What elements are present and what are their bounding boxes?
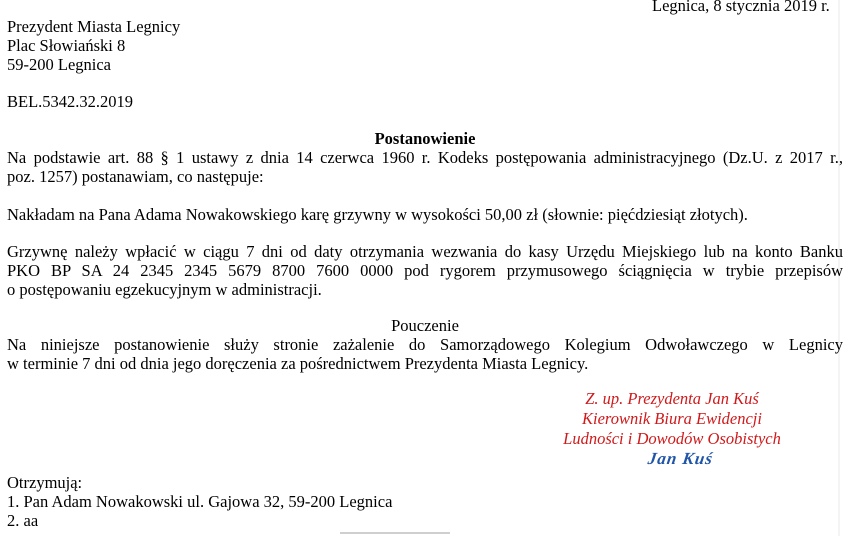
legal-basis-line1: Na podstawie art. 88 § 1 ustawy z dnia 14 czerwca 1960 r. Kodeks postępowania administracyjnego (Dz.U. z 2017 r., — [7, 148, 843, 167]
decision-title: Postanowienie — [374, 129, 476, 148]
instruction-title: Pouczenie — [391, 316, 459, 335]
instruction-line1: Na niniejsze postanowienie służy stronie zażalenie do Samorządowego Kolegium Odwoławczego w Legnicy — [7, 335, 843, 354]
signature-line2: Kierownik Biura Ewidencji — [582, 409, 762, 428]
page-bottom-line — [340, 532, 450, 534]
legal-basis-line2: poz. 1257) postanawiam, co następuje: — [7, 167, 264, 186]
penalty-statement: Nakładam na Pana Adama Nowakowskiego karę grzywny w wysokości 50,00 zł (słownie: pięćdziesiąt złotych). — [7, 205, 748, 224]
payment-line2: PKO BP SA 24 2345 2345 5679 8700 7600 0000 pod rygorem przymusowego ściągnięcia w trybie przepisów — [7, 261, 843, 280]
sender-name: Prezydent Miasta Legnicy — [7, 17, 181, 36]
recipient-2: 2. aa — [7, 511, 39, 530]
recipient-1: 1. Pan Adam Nowakowski ul. Gajowa 32, 59-200 Legnica — [7, 492, 393, 511]
payment-line3: o postępowaniu egzekucyjnym w administracji. — [7, 280, 322, 299]
handwritten-signature: Jan Kuś — [646, 449, 715, 468]
signature-line1: Z. up. Prezydenta Jan Kuś — [585, 389, 759, 408]
signature-line3: Ludności i Dowodów Osobistych — [563, 429, 781, 448]
recipients-heading: Otrzymują: — [7, 473, 83, 492]
place-and-date: Legnica, 8 stycznia 2019 r. — [652, 0, 830, 15]
instruction-line2: w terminie 7 dni od dnia jego doręczenia za pośrednictwem Prezydenta Miasta Legnicy. — [7, 354, 589, 373]
sender-city: 59-200 Legnica — [7, 55, 112, 74]
payment-line1: Grzywnę należy wpłacić w ciągu 7 dni od daty otrzymania wezwania do kasy Urzędu Miejskiego lub na konto Banku — [7, 242, 843, 261]
reference-number: BEL.5342.32.2019 — [7, 92, 134, 111]
sender-street: Plac Słowiański 8 — [7, 36, 126, 55]
